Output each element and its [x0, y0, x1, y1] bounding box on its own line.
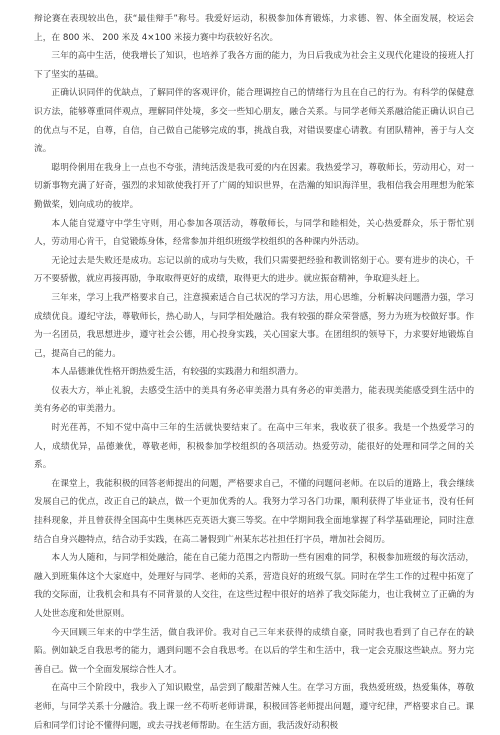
paragraph-4: 聪明伶俐用在我身上一点也不夸张，清纯活泼是我可爱的内在因素。我热爱学习，尊敬师长，劳动用心，对一切新事物充满了好奇，强烈的求知欲使我打开了广阔的知识世界，在浩瀚的知识海洋里，我相信我会用理想为舵笨勤做桨，划向成功的彼岸。 — [34, 162, 474, 210]
paragraph-6: 无论过去是失败还是成功。忘记以前的成功与失败，我们只需要把经验和教训铭刻于心。要有进步的决心，千万不要骄傲，就应再接再励，争取取得更好的成绩，取得更大的进步。就应振奋精神，争取迎头赶上。 — [34, 255, 474, 285]
paragraph-2: 三年的高中生活，使我增长了知识，也培养了我各方面的能力，为日后我成为社会主义现代化建设的接班人打下了坚实的基础。 — [34, 51, 474, 80]
paragraph-12: 本人为人随和，与同学相处融洽，能在自己能力范围之内帮助一些有困难的同学，积极参加班级的每次活动，融入到班集体这个大家庭中，处理好与同学、老师的关系，营造良好的班级气氛。同时在学生工作的过程中拓宽了我的交际面，让我机会和具有不同背景的人交往，在这些过程中很好的培养了我交际能力，也让我树立了正确的为人处世态度和处世原则。 — [34, 553, 474, 619]
paragraph-14: 在高中三个阶段中，我步入了知识殿堂，品尝到了酸甜苦辣人生。在学习方面，我热爱班级，热爱集体，尊敬老师，与同学关系十分融洽。我上课一丝不苟听老师讲课，积极回答老师提出问题，遵守纪律，严格要求自己。课后和同学们讨论不懂得问题，或去寻找老师帮助。在生活方面，我活泼好动积极 — [34, 683, 474, 731]
paragraph-7: 三年来，学习上我严格要求自己，注意摸索适合自己状况的学习方法，用心思维，分析解决问题潜力强，学习成绩优良。遵纪守法，尊敬师长，热心助人，与同学相处融洽。我有较强的群众荣誉感，努力为班为校做好事。作为一名团员，我思想进步，遵守社会公德，用心投身实践，关心国家大事。在团组织的领导下，力求要好地锻炼自己，提高自己的能力。 — [34, 292, 474, 359]
paragraph-3: 正确认识同伴的优缺点，了解同伴的客观评价，能合理调控自己的情绪行为且在自己的行为。有科学的保健意识方法，能够尊重同伴观点，理解同伴处境，多交一些知心朋友，融合关系。与同学老师关系融洽能正确认识自己的优点与不足，自尊，自信，自己做自己能够完成的事，挑战自我，对错误要虚心请教。有团队精神，善于与人交流。 — [34, 88, 474, 155]
paragraph-1: 辩论赛在表现较出色，获“最佳辩手”称号。我爱好运动，积极参加体育锻炼，力求德、智、体全面发展，校运会上，在 800 米、 200 米及 4×100 米接力赛中均获较好名次。 — [34, 14, 474, 43]
paragraph-13: 今天回顾三年来的中学生活，做自我评价。我对自己三年来获得的成绩自豪，同时我也看到了自己存在的缺陷。例如缺乏自我思考的能力，遇到问题不会自我思考。在以后的学生和生活中，我一定会克服这些缺点。努力完善自己。做一个全面发展综合性人才。 — [34, 627, 474, 675]
paragraph-11: 在课堂上，我能积极的回答老师提出的问题，严格要求自己，不懂的问题问老师。在以后的道路上，我会继续发展自己的优点，改正自己的缺点，做一个更加优秀的人。我努力学习各门功课，顺利获得了毕业证书，没有任何挂科现象，并且曾获得全国高中生奥林匹克英语大赛三等奖。在中学期间我全面地掌握了科学基础理论，同时注意结合自身兴趣特点，结合动手实践，在高二暑假到广州某东芯社担任打字员，增加社会阅历。 — [34, 478, 474, 545]
paragraph-10: 时光荏苒，不知不觉中高中三年的生活就快要结束了。在高中三年来，我收获了很多。我是一个热爱学习的人，成绩优异，品德兼优，尊敬老师，积极参加学校组织的各项活动。热爱劳动，能很好的处理和同学之间的关系。 — [34, 423, 474, 471]
paragraph-9: 仪表大方，举止礼貌，去感受生活中的美具有务必审美潜力具有务必的审美潜力，能表现美能感受到生活中的美有务必的审美潜力。 — [34, 385, 474, 415]
paragraph-5: 本人能自觉遵守中学生守则，用心参加各项活动，尊敬师长，与同学和睦相处，关心热爱群众，乐于帮忙别人，劳动用心肯干，自觉锻炼身体，经常参加并组织班级学校组织的各种课内外活动。 — [34, 218, 474, 248]
paragraph-8: 本人品德兼优性格开朗热爱生活，有较强的实践潜力和组织潜力。 — [51, 367, 304, 378]
